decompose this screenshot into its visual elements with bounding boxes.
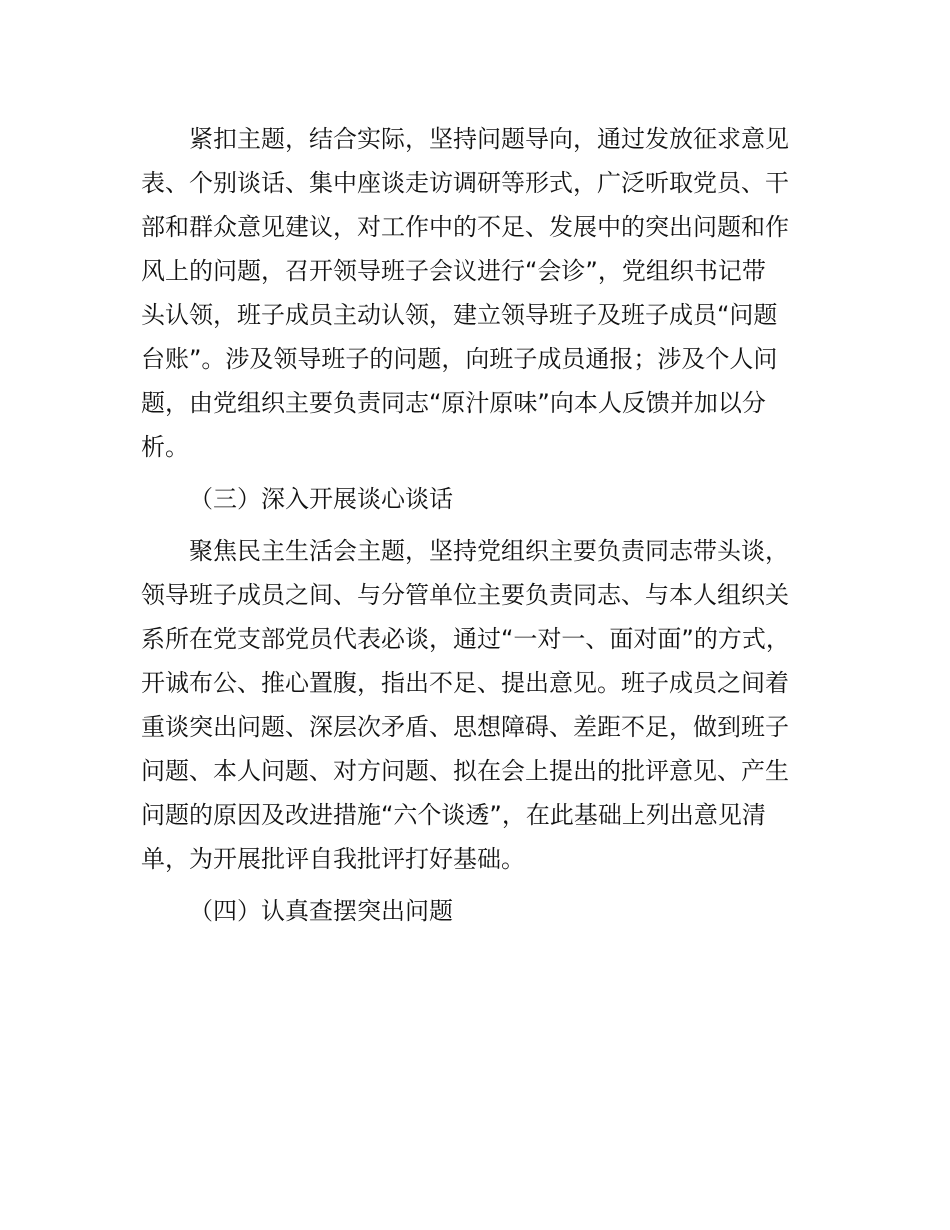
paragraph-line: 聚焦民主生活会主题，坚持党组织主要负责同志带头谈， <box>189 537 789 565</box>
paragraph-line: 问题的原因及改进措施“六个谈透”，在此基础上列出意见清 <box>141 801 766 829</box>
paragraph-line: 部和群众意见建议，对工作中的不足、发展中的突出问题和作 <box>141 213 789 241</box>
paragraph-line: 单，为开展批评自我批评打好基础。 <box>141 845 525 873</box>
paragraph-line: 析。 <box>141 433 189 461</box>
paragraph-line: 紧扣主题，结合实际，坚持问题导向，通过发放征求意见 <box>189 125 789 153</box>
paragraph-line: 开诚布公、推心置腹，指出不足、提出意见。班子成员之间着 <box>141 669 789 697</box>
paragraph-line: 头认领，班子成员主动认领，建立领导班子及班子成员“问题 <box>141 301 778 329</box>
paragraph-line: 台账”。涉及领导班子的问题，向班子成员通报；涉及个人问 <box>141 345 778 373</box>
paragraph-line: 风上的问题，召开领导班子会议进行“会诊”，党组织书记带 <box>141 257 766 285</box>
document-body <box>141 117 821 933</box>
section-heading-3: （三）深入开展谈心谈话 <box>189 485 453 513</box>
paragraph-problem-collection <box>141 117 821 469</box>
paragraph-line: 问题、本人问题、对方问题、拟在会上提出的批评意见、产生 <box>141 757 789 785</box>
paragraph-heart-to-heart-talks <box>141 529 821 881</box>
paragraph-line: 题，由党组织主要负责同志“原汁原味”向本人反馈并加以分 <box>141 389 766 417</box>
paragraph-line: 领导班子成员之间、与分管单位主要负责同志、与本人组织关 <box>141 581 789 609</box>
paragraph-line: 重谈突出问题、深层次矛盾、思想障碍、差距不足，做到班子 <box>141 713 789 741</box>
section-heading-4: （四）认真查摆突出问题 <box>189 897 453 925</box>
paragraph-line: 表、个别谈话、集中座谈走访调研等形式，广泛听取党员、干 <box>141 169 789 197</box>
paragraph-line: 系所在党支部党员代表必谈，通过“一对一、面对面”的方式， <box>141 625 790 653</box>
